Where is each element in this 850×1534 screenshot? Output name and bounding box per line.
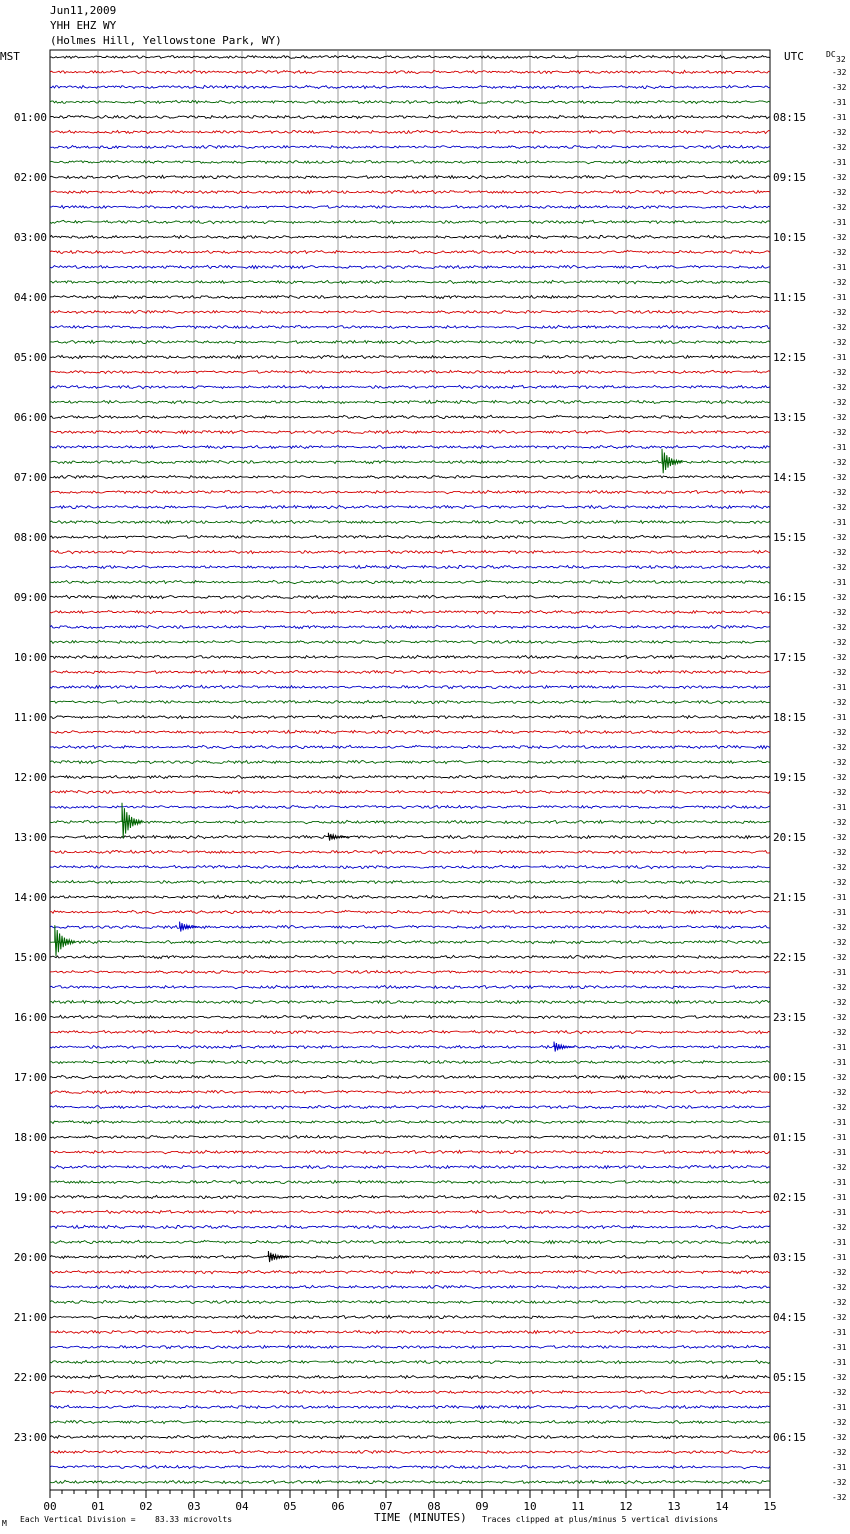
- dc-offset-label: -32: [832, 383, 847, 392]
- dc-offset-label: -32: [832, 1313, 847, 1322]
- trace-row-48: [50, 760, 770, 763]
- trace-row-50: [50, 790, 770, 793]
- trace-row-18: [50, 311, 770, 314]
- dc-offset-label: -32: [832, 503, 847, 512]
- right-hour-label: 00:15: [773, 1071, 807, 1084]
- trace-row-47: [50, 745, 770, 748]
- trace-row-89: [50, 1375, 770, 1378]
- right-hour-label: 05:15: [773, 1371, 807, 1384]
- dc-offset-label: -31: [832, 893, 847, 902]
- trace-row-66: [50, 1030, 770, 1033]
- x-tick-label: 04: [235, 1500, 249, 1513]
- right-hour-label: 12:15: [773, 351, 807, 364]
- right-hour-label: 21:15: [773, 891, 807, 904]
- trace-row-91: [50, 1405, 770, 1408]
- dc-offset-label: -32: [832, 863, 847, 872]
- scale-text: Each Vertical Division =: [20, 1515, 136, 1524]
- trace-row-92: [50, 1420, 770, 1423]
- trace-row-46: [50, 730, 770, 733]
- dc-offset-label: -32: [832, 773, 847, 782]
- trace-row-1: [50, 55, 770, 58]
- x-axis-title: TIME (MINUTES): [374, 1511, 467, 1524]
- dc-offset-label: -32: [832, 473, 847, 482]
- trace-row-90: [50, 1390, 770, 1393]
- dc-offset-label: -31: [832, 1253, 847, 1262]
- time-axis: [43, 1490, 776, 1513]
- trace-row-20: [50, 340, 770, 343]
- trace-row-35: [50, 565, 770, 568]
- right-hour-label: 06:15: [773, 1431, 807, 1444]
- trace-row-82: [50, 1270, 770, 1273]
- left-hour-label: 04:00: [13, 291, 47, 304]
- dc-offset-label: -31: [832, 1403, 847, 1412]
- left-hour-label: 13:00: [13, 831, 47, 844]
- trace-row-81: [50, 1255, 770, 1258]
- trace-row-8: [50, 160, 770, 163]
- dc-offset-label: -32: [832, 188, 847, 197]
- left-hour-labels: [14, 111, 47, 1444]
- trace-row-26: [50, 430, 770, 433]
- dc-offset-label: -32: [832, 1223, 847, 1232]
- dc-offset-label: -32: [832, 1478, 847, 1487]
- trace-row-75: [50, 1165, 770, 1168]
- event-markers: [55, 449, 683, 1262]
- left-hour-label: 11:00: [13, 711, 47, 724]
- dc-offset-label: -32: [832, 1268, 847, 1277]
- trace-row-78: [50, 1210, 770, 1213]
- trace-row-60: [50, 940, 770, 943]
- left-hour-label: 10:00: [13, 651, 47, 664]
- dc-offset-label: -31: [832, 1463, 847, 1472]
- trace-row-96: [50, 1480, 770, 1483]
- trace-row-68: [50, 1060, 770, 1063]
- right-hour-labels: [773, 111, 806, 1444]
- x-tick-label: 08: [427, 1500, 441, 1513]
- trace-row-77: [50, 1195, 770, 1198]
- left-hour-label: 22:00: [13, 1371, 47, 1384]
- right-hour-label: 22:15: [773, 951, 807, 964]
- trace-row-13: [50, 235, 770, 238]
- trace-row-65: [50, 1015, 770, 1018]
- dc-offset-label: -32: [832, 458, 847, 467]
- x-tick-label: 11: [571, 1500, 585, 1513]
- x-tick-label: 06: [331, 1500, 345, 1513]
- dc-offset-label: -32: [832, 278, 847, 287]
- x-tick-label: 10: [523, 1500, 537, 1513]
- left-hour-label: 03:00: [13, 231, 47, 244]
- dc-offset-label: -32: [832, 758, 847, 767]
- trace-row-93: [50, 1435, 770, 1438]
- x-tick-label: 15: [763, 1500, 777, 1513]
- dc-top-value: 32: [836, 55, 846, 64]
- x-tick-label: 01: [91, 1500, 105, 1513]
- seismic-event-6: [554, 1042, 574, 1052]
- trace-row-38: [50, 610, 770, 613]
- dc-offset-labels: [832, 68, 847, 1502]
- left-hour-label: 05:00: [13, 351, 47, 364]
- trace-row-4: [50, 101, 770, 104]
- x-tick-label: 03: [187, 1500, 201, 1513]
- trace-row-7: [50, 146, 770, 149]
- dc-offset-label: -32: [832, 173, 847, 182]
- seismic-event-2: [122, 803, 142, 839]
- dc-offset-label: -32: [832, 368, 847, 377]
- trace-row-45: [50, 715, 770, 718]
- seismic-event-1: [662, 449, 682, 473]
- dc-offset-label: -31: [832, 443, 847, 452]
- dc-offset-label: -32: [832, 323, 847, 332]
- trace-row-94: [50, 1450, 770, 1453]
- dc-offset-label: -31: [832, 158, 847, 167]
- dc-offset-label: -32: [832, 1388, 847, 1397]
- trace-row-86: [50, 1330, 770, 1333]
- right-hour-label: 02:15: [773, 1191, 807, 1204]
- dc-offset-label: -32: [832, 728, 847, 737]
- trace-row-39: [50, 625, 770, 628]
- seismic-event-4: [180, 922, 200, 932]
- trace-row-72: [50, 1120, 770, 1123]
- dc-offset-label: -32: [832, 1493, 847, 1502]
- dc-offset-label: -32: [832, 1163, 847, 1172]
- dc-offset-label: -31: [832, 1178, 847, 1187]
- trace-row-30: [50, 490, 770, 493]
- dc-label: DC: [826, 50, 836, 59]
- trace-row-40: [50, 641, 770, 644]
- trace-row-10: [50, 190, 770, 193]
- trace-row-85: [50, 1315, 770, 1318]
- dc-offset-label: -32: [832, 878, 847, 887]
- trace-series: [50, 55, 770, 1483]
- dc-offset-label: -32: [832, 1433, 847, 1442]
- left-hour-label: 06:00: [13, 411, 47, 424]
- dc-offset-label: -31: [832, 98, 847, 107]
- trace-row-24: [50, 400, 770, 403]
- right-timezone-label: UTC: [784, 50, 804, 63]
- x-tick-label: 05: [283, 1500, 297, 1513]
- dc-offset-label: -32: [832, 1073, 847, 1082]
- trace-row-87: [50, 1345, 770, 1348]
- dc-offset-label: -32: [832, 128, 847, 137]
- trace-row-6: [50, 130, 770, 133]
- dc-offset-label: -32: [832, 533, 847, 542]
- right-hour-label: 10:15: [773, 231, 807, 244]
- dc-offset-label: -31: [832, 263, 847, 272]
- station-code: YHH EHZ WY: [50, 19, 117, 32]
- dc-offset-label: -32: [832, 1373, 847, 1382]
- x-tick-label: 02: [139, 1500, 153, 1513]
- x-tick-label: 00: [43, 1500, 57, 1513]
- trace-row-76: [50, 1181, 770, 1184]
- dc-offset-label: -32: [832, 848, 847, 857]
- trace-row-52: [50, 820, 770, 823]
- dc-offset-label: -32: [832, 428, 847, 437]
- clip-note: Traces clipped at plus/minus 5 vertical divisions: [482, 1515, 719, 1524]
- right-hour-label: 03:15: [773, 1251, 807, 1264]
- x-tick-label: 14: [715, 1500, 729, 1513]
- trace-row-43: [50, 685, 770, 688]
- dc-offset-label: -32: [832, 1298, 847, 1307]
- dc-offset-label: -31: [832, 1208, 847, 1217]
- scale-prefix: M: [2, 1519, 7, 1528]
- dc-offset-label: -32: [832, 203, 847, 212]
- dc-offset-label: -32: [832, 1103, 847, 1112]
- trace-row-37: [50, 595, 770, 598]
- dc-offset-label: -32: [832, 608, 847, 617]
- dc-offset-label: -32: [832, 1283, 847, 1292]
- station-location: (Holmes Hill, Yellowstone Park, WY): [50, 34, 282, 47]
- x-tick-label: 12: [619, 1500, 633, 1513]
- dc-offset-label: -31: [832, 1043, 847, 1052]
- dc-offset-label: -31: [832, 218, 847, 227]
- trace-row-3: [50, 85, 770, 88]
- seismic-event-5: [55, 925, 75, 956]
- trace-row-49: [50, 775, 770, 778]
- dc-offset-label: -31: [832, 293, 847, 302]
- dc-offset-label: -32: [832, 983, 847, 992]
- dc-offset-label: -31: [832, 113, 847, 122]
- left-hour-label: 08:00: [13, 531, 47, 544]
- dc-offset-label: -32: [832, 308, 847, 317]
- dc-offset-label: -31: [832, 1343, 847, 1352]
- left-hour-label: 21:00: [13, 1311, 47, 1324]
- dc-offset-label: -32: [832, 743, 847, 752]
- dc-offset-label: -32: [832, 653, 847, 662]
- dc-offset-label: -31: [832, 1358, 847, 1367]
- trace-row-36: [50, 580, 770, 583]
- trace-row-84: [50, 1300, 770, 1303]
- dc-offset-label: -32: [832, 953, 847, 962]
- dc-offset-label: -32: [832, 938, 847, 947]
- dc-offset-label: -31: [832, 1238, 847, 1247]
- right-hour-label: 19:15: [773, 771, 807, 784]
- dc-offset-label: -32: [832, 623, 847, 632]
- trace-row-23: [50, 385, 770, 388]
- trace-row-41: [50, 655, 770, 658]
- trace-row-71: [50, 1105, 770, 1108]
- left-hour-label: 12:00: [13, 771, 47, 784]
- trace-row-73: [50, 1135, 770, 1138]
- left-hour-label: 17:00: [13, 1071, 47, 1084]
- trace-row-53: [50, 835, 770, 838]
- trace-row-74: [50, 1150, 770, 1153]
- trace-row-58: [50, 910, 770, 913]
- trace-row-56: [50, 880, 770, 883]
- trace-row-95: [50, 1465, 770, 1468]
- trace-row-62: [50, 970, 770, 973]
- left-hour-label: 23:00: [13, 1431, 47, 1444]
- right-hour-label: 08:15: [773, 111, 807, 124]
- left-hour-label: 01:00: [13, 111, 47, 124]
- left-hour-label: 14:00: [13, 891, 47, 904]
- seismic-event-7: [268, 1251, 288, 1262]
- dc-offset-label: -31: [832, 713, 847, 722]
- dc-offset-label: -31: [832, 908, 847, 917]
- trace-row-22: [50, 370, 770, 373]
- dc-offset-label: -32: [832, 563, 847, 572]
- dc-offset-label: -32: [832, 143, 847, 152]
- trace-row-42: [50, 670, 770, 673]
- dc-offset-label: -31: [832, 1118, 847, 1127]
- x-tick-label: 13: [667, 1500, 681, 1513]
- dc-offset-label: -31: [832, 968, 847, 977]
- trace-row-83: [50, 1285, 770, 1288]
- trace-row-70: [50, 1090, 770, 1093]
- dc-offset-label: -32: [832, 788, 847, 797]
- dc-offset-label: -31: [832, 353, 847, 362]
- plot-date: Jun11,2009: [50, 4, 117, 17]
- trace-row-16: [50, 280, 770, 283]
- x-tick-label: 07: [379, 1500, 393, 1513]
- trace-row-19: [50, 325, 770, 328]
- dc-offset-label: -32: [832, 233, 847, 242]
- dc-offset-label: -32: [832, 1028, 847, 1037]
- trace-row-80: [50, 1240, 770, 1243]
- trace-row-29: [50, 476, 770, 479]
- trace-row-12: [50, 220, 770, 223]
- trace-row-61: [50, 955, 770, 958]
- dc-offset-label: -32: [832, 398, 847, 407]
- dc-offset-label: -32: [832, 923, 847, 932]
- scale-value: 83.33 microvolts: [155, 1515, 233, 1524]
- trace-row-14: [50, 250, 770, 253]
- dc-offset-label: -32: [832, 1418, 847, 1427]
- left-hour-label: 02:00: [13, 171, 47, 184]
- dc-offset-label: -32: [832, 488, 847, 497]
- trace-row-17: [50, 295, 770, 298]
- trace-row-64: [50, 1000, 770, 1003]
- right-hour-label: 15:15: [773, 531, 807, 544]
- dc-offset-label: -32: [832, 833, 847, 842]
- dc-offset-label: -32: [832, 668, 847, 677]
- trace-row-63: [50, 985, 770, 988]
- dc-offset-label: -31: [832, 1133, 847, 1142]
- trace-row-54: [50, 850, 770, 853]
- trace-row-55: [50, 865, 770, 868]
- dc-offset-label: -31: [832, 803, 847, 812]
- dc-offset-label: -32: [832, 1013, 847, 1022]
- dc-offset-label: -32: [832, 1448, 847, 1457]
- trace-row-25: [50, 415, 770, 418]
- left-hour-label: 16:00: [13, 1011, 47, 1024]
- trace-row-33: [50, 535, 770, 538]
- left-hour-label: 19:00: [13, 1191, 47, 1204]
- trace-row-11: [50, 205, 770, 208]
- dc-offset-label: -31: [832, 518, 847, 527]
- dc-offset-label: -32: [832, 338, 847, 347]
- dc-offset-label: -31: [832, 683, 847, 692]
- trace-row-51: [50, 806, 770, 809]
- dc-offset-label: -32: [832, 1088, 847, 1097]
- trace-row-57: [50, 895, 770, 898]
- dc-offset-label: -32: [832, 818, 847, 827]
- left-hour-label: 09:00: [13, 591, 47, 604]
- trace-row-32: [50, 520, 770, 523]
- x-tick-label: 09: [475, 1500, 489, 1513]
- trace-row-59: [50, 925, 770, 928]
- right-hour-label: 04:15: [773, 1311, 807, 1324]
- right-hour-label: 17:15: [773, 651, 807, 664]
- trace-row-44: [50, 700, 770, 703]
- left-timezone-label: MST: [0, 50, 20, 63]
- right-hour-label: 20:15: [773, 831, 807, 844]
- trace-row-21: [50, 355, 770, 358]
- left-hour-label: 20:00: [13, 1251, 47, 1264]
- trace-row-79: [50, 1225, 770, 1228]
- dc-offset-label: -31: [832, 1148, 847, 1157]
- dc-offset-label: -32: [832, 413, 847, 422]
- dc-offset-label: -31: [832, 578, 847, 587]
- trace-row-69: [50, 1075, 770, 1078]
- right-hour-label: 13:15: [773, 411, 807, 424]
- trace-row-34: [50, 550, 770, 553]
- dc-offset-label: -32: [832, 548, 847, 557]
- dc-offset-label: -32: [832, 83, 847, 92]
- right-hour-label: 01:15: [773, 1131, 807, 1144]
- dc-offset-label: -32: [832, 68, 847, 77]
- dc-offset-label: -32: [832, 638, 847, 647]
- trace-row-88: [50, 1360, 770, 1363]
- dc-offset-label: -32: [832, 593, 847, 602]
- seismic-event-3: [328, 833, 348, 841]
- right-hour-label: 09:15: [773, 171, 807, 184]
- dc-offset-label: -31: [832, 1328, 847, 1337]
- left-hour-label: 15:00: [13, 951, 47, 964]
- dc-offset-label: -31: [832, 1193, 847, 1202]
- right-hour-label: 18:15: [773, 711, 807, 724]
- trace-row-27: [50, 445, 770, 448]
- trace-row-5: [50, 115, 770, 118]
- right-hour-label: 11:15: [773, 291, 807, 304]
- right-hour-label: 23:15: [773, 1011, 807, 1024]
- trace-row-67: [50, 1045, 770, 1048]
- trace-row-31: [50, 505, 770, 508]
- dc-offset-label: -31: [832, 1058, 847, 1067]
- trace-row-15: [50, 265, 770, 268]
- trace-row-2: [50, 70, 770, 73]
- left-hour-label: 07:00: [13, 471, 47, 484]
- trace-row-9: [50, 175, 770, 178]
- dc-offset-label: -32: [832, 248, 847, 257]
- right-hour-label: 16:15: [773, 591, 807, 604]
- dc-offset-label: -32: [832, 698, 847, 707]
- left-hour-label: 18:00: [13, 1131, 47, 1144]
- right-hour-label: 14:15: [773, 471, 807, 484]
- dc-offset-label: -32: [832, 998, 847, 1007]
